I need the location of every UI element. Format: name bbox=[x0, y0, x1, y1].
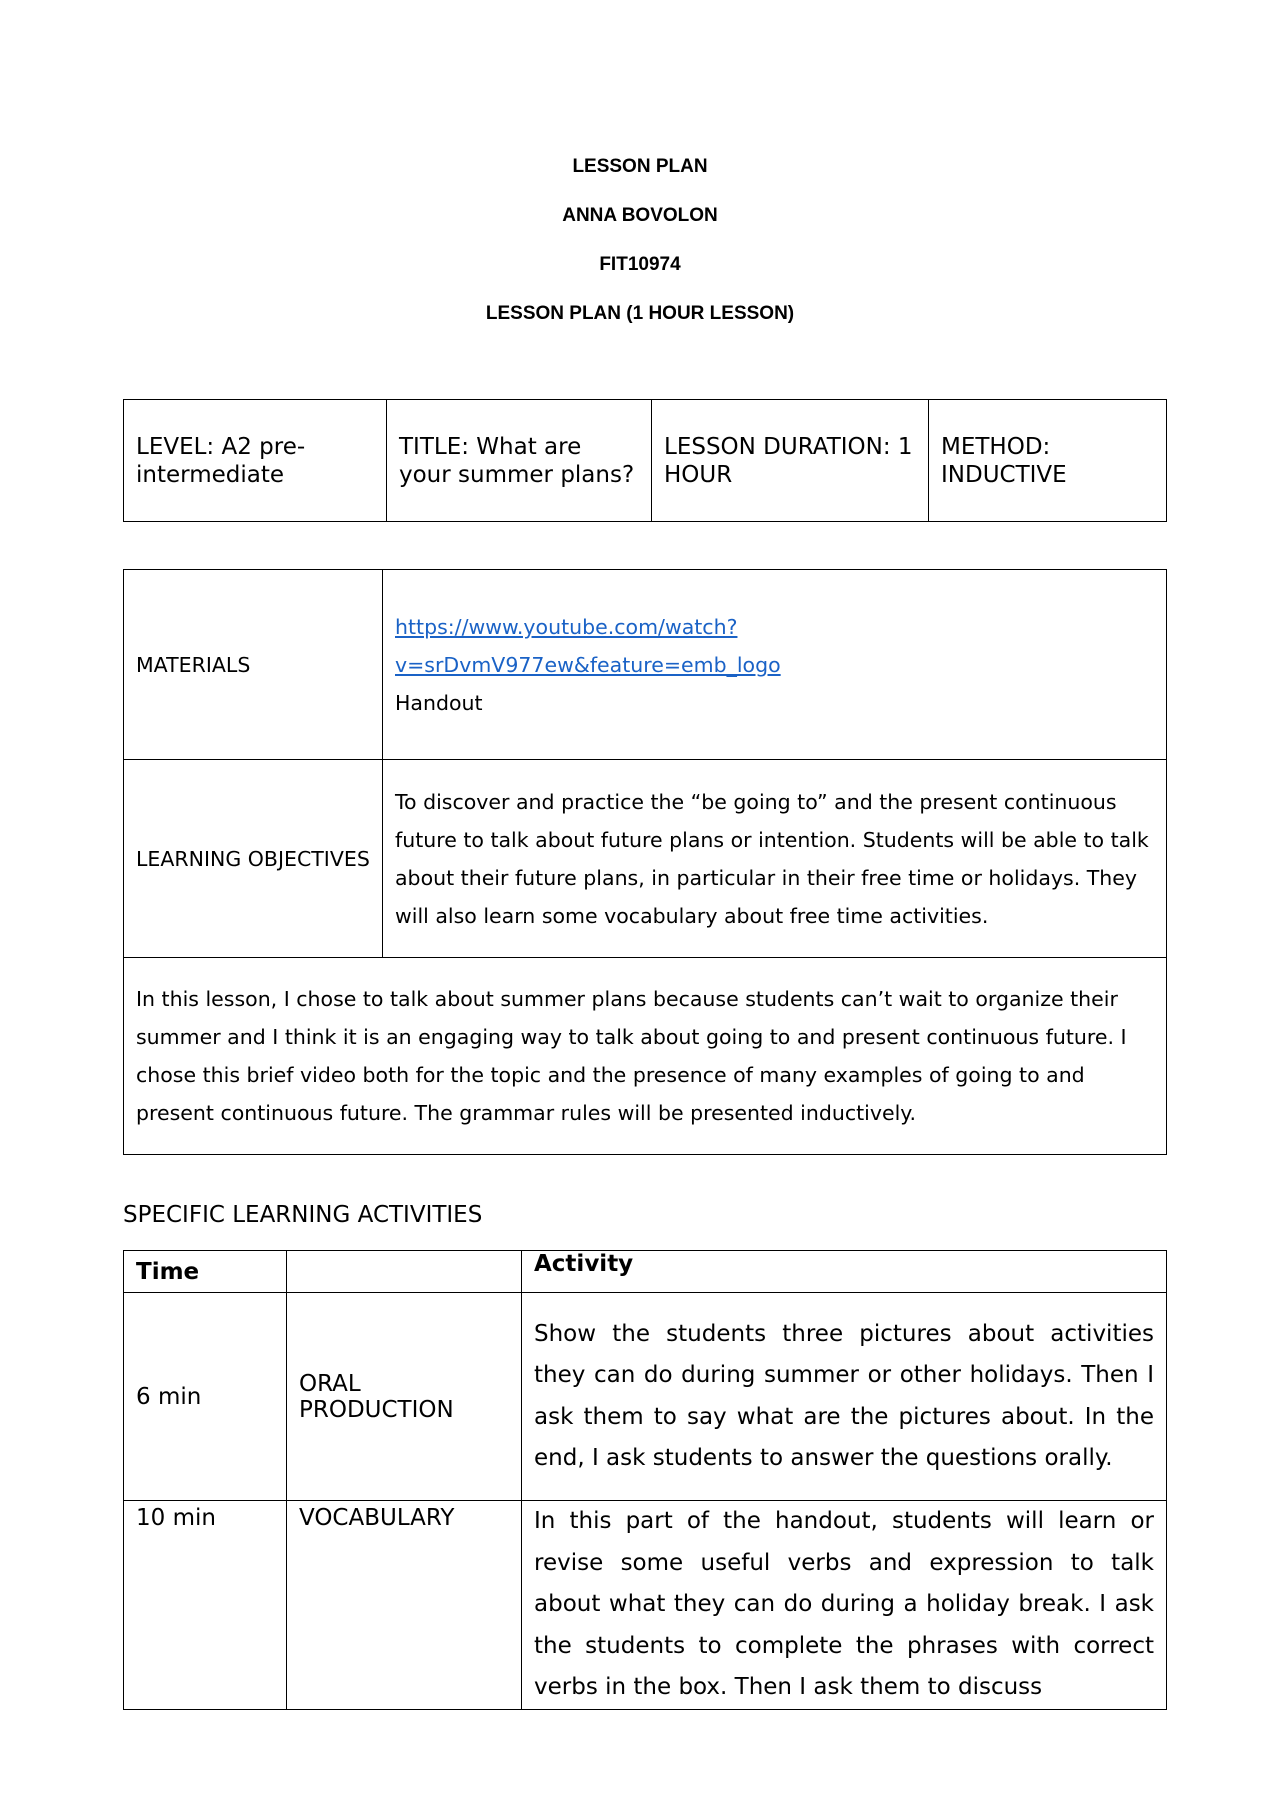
objectives-label: LEARNING OBJECTIVES bbox=[124, 760, 383, 958]
doc-title: LESSON PLAN bbox=[572, 156, 708, 177]
video-link-line-1[interactable]: https://www.youtube.com/watch? bbox=[395, 614, 738, 639]
activities-table bbox=[123, 1250, 1167, 1710]
materials-label: MATERIALS bbox=[124, 570, 383, 760]
title-cell: TITLE: What are your summer plans? bbox=[387, 400, 652, 522]
activities-section-title: SPECIFIC LEARNING ACTIVITIES bbox=[123, 1202, 483, 1228]
row-2-activity: In this part of the handout, students will learn or revise some useful verbs and expression to talk about what they can do during a holiday break. I ask the students to complete the phrases with correct verbs in the box. Then I ask them to discuss bbox=[522, 1501, 1167, 1710]
video-link-line-2[interactable]: v=srDvmV977ew&feature=emb_logo bbox=[395, 652, 781, 677]
materials-cell bbox=[383, 570, 1167, 760]
row-1-activity: Show the students three pictures about activities they can do during summer or other holidays. Then I ask them to say what are the pictures about. In the end, I ask students to answer the questions orally. bbox=[522, 1293, 1167, 1501]
duration-cell: LESSON DURATION: 1 HOUR bbox=[652, 400, 929, 522]
row-1-time: 6 min bbox=[124, 1293, 287, 1501]
type-header bbox=[287, 1251, 522, 1293]
objectives-text: To discover and practice the “be going to” and the present continuous future to talk about future plans or intention. Students will be able to talk about their future plans, in particular in their free time or holidays. They will also learn some vocabulary about free time activities. bbox=[383, 760, 1167, 958]
author-name: ANNA BOVOLON bbox=[562, 205, 718, 226]
rationale-text: In this lesson, I chose to talk about summer plans because students can’t wait to organize their summer and I think it is an engaging way to talk about going to and present continuous future. I chose this brief video both for the topic and the presence of many examples of going to and present continuous future. The grammar rules will be presented inductively. bbox=[124, 958, 1167, 1155]
handout-label: Handout bbox=[395, 690, 483, 715]
level-cell: LEVEL: A2 pre-intermediate bbox=[124, 400, 387, 522]
time-header: Time bbox=[124, 1251, 287, 1293]
row-2-type: VOCABULARY bbox=[287, 1501, 522, 1710]
activity-header: Activity bbox=[522, 1251, 1167, 1293]
row-1-type: ORAL PRODUCTION bbox=[287, 1293, 522, 1501]
method-cell: METHOD: INDUCTIVE bbox=[929, 400, 1167, 522]
student-id: FIT10974 bbox=[599, 254, 681, 275]
materials-objectives-table bbox=[123, 569, 1167, 1155]
lesson-info-table bbox=[123, 399, 1167, 522]
row-2-time: 10 min bbox=[124, 1501, 287, 1710]
lesson-subtitle: LESSON PLAN (1 HOUR LESSON) bbox=[485, 303, 795, 324]
